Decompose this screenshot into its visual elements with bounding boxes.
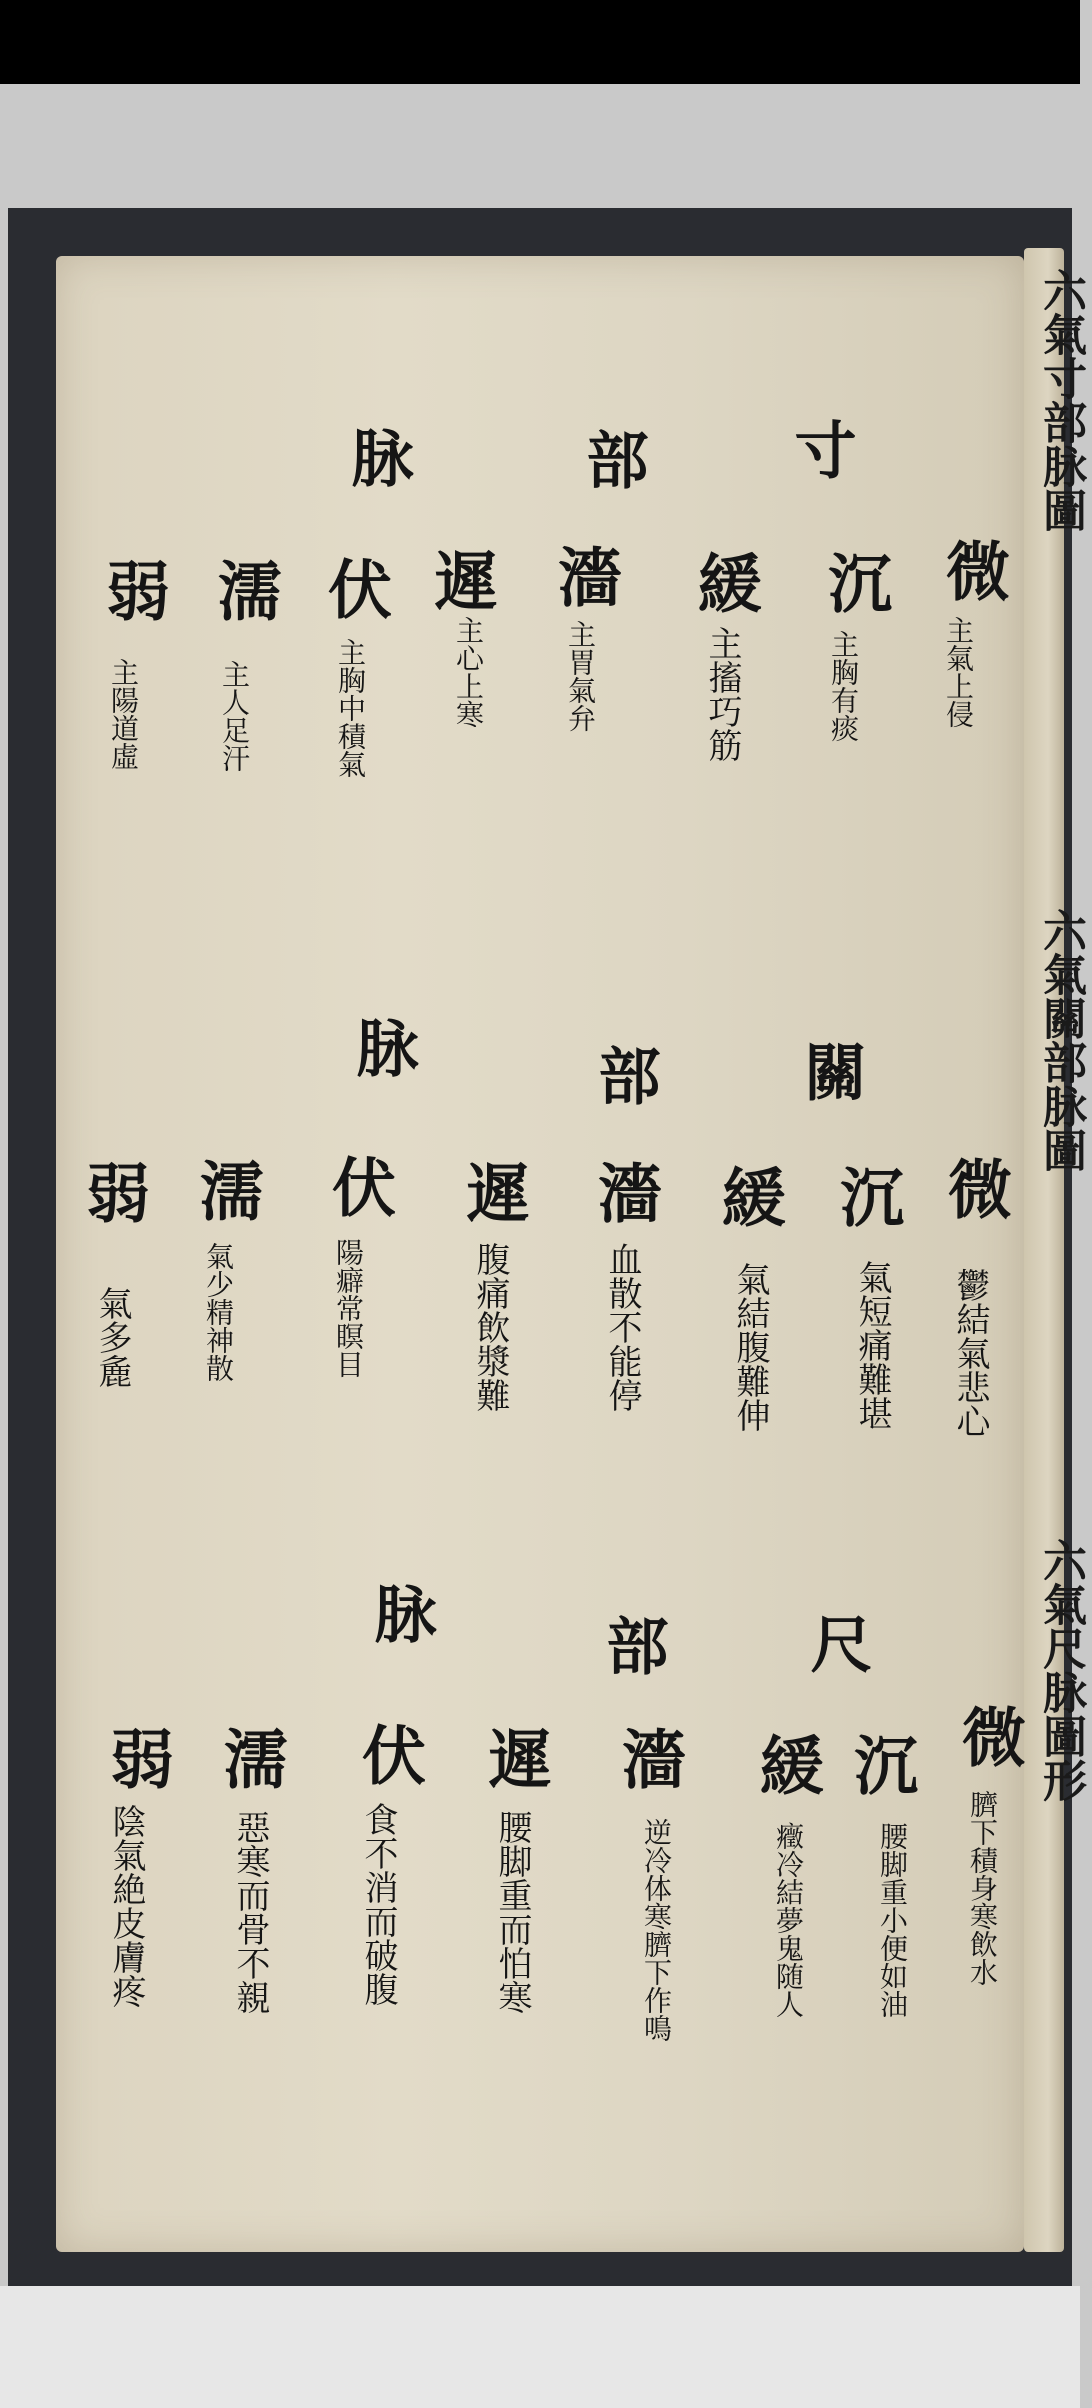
edge-heading-2: 六氣關部脉圖 [1035, 908, 1086, 1172]
section-3-note-1: 臍下積身寒飲水 [966, 1790, 999, 1986]
section-1-heading-1: 寸 [784, 418, 857, 480]
section-1-note-2: 主胸有痰 [827, 630, 860, 742]
section-2-note-1: 鬱結氣悲心 [950, 1268, 990, 1438]
section-2-heading-3: 脉 [346, 1016, 419, 1078]
section-1-pulse-5: 遲 [423, 548, 498, 612]
section-1-pulse-1: 微 [935, 538, 1010, 602]
section-2-heading-1: 關 [794, 1040, 867, 1102]
section-1-pulse-8: 弱 [95, 558, 170, 622]
bottom-margin [0, 2286, 1080, 2408]
adjacent-page-edge [1024, 248, 1064, 2252]
section-2-pulse-3: 緩 [711, 1164, 786, 1228]
section-3-pulse-7: 濡 [213, 1726, 288, 1790]
scanned-book-page [8, 208, 1086, 2286]
section-3-pulse-8: 弱 [99, 1726, 174, 1790]
section-1-note-6: 主胸中積氣 [334, 638, 367, 778]
section-1-pulse-4: 濇 [547, 544, 622, 608]
section-2-pulse-1: 微 [937, 1156, 1012, 1220]
section-3-note-5: 腰脚重而怕寒 [492, 1810, 532, 2014]
section-2-pulse-2: 沉 [829, 1164, 904, 1228]
section-2-note-6: 陽癖常瞑目 [332, 1238, 365, 1378]
section-2-pulse-7: 濡 [189, 1158, 264, 1222]
edge-heading-3: 六氣尺脉圖形 [1035, 1538, 1086, 1802]
section-1-note-5: 主心上寒 [452, 616, 485, 728]
section-1-pulse-7: 濡 [207, 558, 282, 622]
section-1-pulse-2: 沉 [817, 550, 892, 614]
section-3-note-6: 食不消而破腹 [358, 1802, 398, 2006]
section-3-pulse-4: 濇 [611, 1726, 686, 1790]
section-1-pulse-6: 伏 [317, 556, 392, 620]
section-3-heading-3: 脉 [364, 1582, 437, 1644]
section-2-pulse-4: 濇 [587, 1160, 662, 1224]
section-3-note-7: 惡寒而骨不親 [230, 1810, 270, 2014]
section-2-pulse-8: 弱 [75, 1160, 150, 1224]
section-3-heading-1: 尺 [800, 1612, 873, 1674]
section-1-pulse-3: 緩 [687, 550, 762, 614]
section-1-note-3: 主搐巧筋 [702, 626, 742, 762]
section-2-note-7: 氣少精神散 [202, 1242, 235, 1382]
section-1-note-1: 主氣上侵 [942, 616, 975, 728]
section-2-pulse-5: 遲 [455, 1160, 530, 1224]
status-bar [0, 0, 1080, 84]
section-1-note-4: 主胃氣弁 [564, 620, 597, 732]
section-3-pulse-6: 伏 [351, 1722, 426, 1786]
section-1-heading-3: 脉 [341, 426, 414, 488]
section-2-heading-2: 部 [588, 1044, 661, 1106]
section-3-note-3: 癥冷結夢鬼随人 [772, 1822, 805, 2018]
section-2-note-3: 氣結腹難伸 [730, 1262, 770, 1432]
section-3-pulse-1: 微 [951, 1704, 1026, 1768]
section-3-pulse-2: 沉 [843, 1732, 918, 1796]
section-3-pulse-5: 遲 [477, 1726, 552, 1790]
section-2-note-5: 腹痛飲漿難 [470, 1242, 510, 1412]
edge-heading-1: 六氣寸部脉圖 [1035, 268, 1086, 532]
section-3-note-8: 陰氣絶皮膚疼 [106, 1804, 146, 2008]
section-1-heading-2: 部 [576, 428, 649, 490]
section-2-pulse-6: 伏 [321, 1154, 396, 1218]
section-2-note-8: 氣多麁 [92, 1286, 132, 1388]
section-2-note-4: 血散不能停 [602, 1242, 642, 1412]
section-3-heading-2: 部 [596, 1614, 669, 1676]
section-2-note-2: 氣短痛難堪 [852, 1260, 892, 1430]
section-3-note-4: 逆冷体寒臍下作鳴 [640, 1818, 673, 2042]
section-3-pulse-3: 緩 [749, 1732, 824, 1796]
section-3-note-2: 腰脚重小便如油 [876, 1822, 909, 2018]
section-1-note-7: 主人足汗 [218, 660, 251, 772]
section-1-note-8: 主陽道虛 [107, 658, 140, 770]
